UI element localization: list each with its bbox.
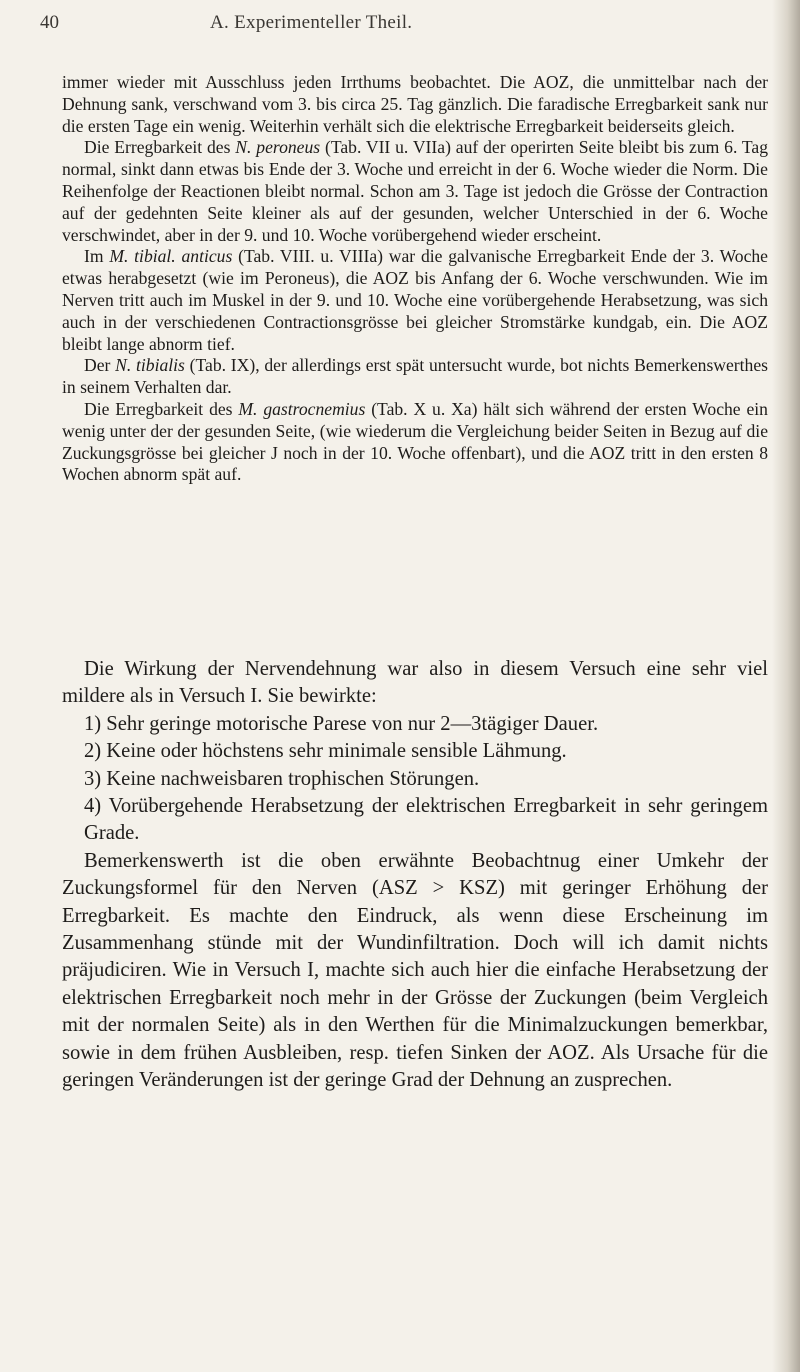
paragraph-continuation: immer wieder mit Ausschluss jeden Irrthums beobachtet. Die AOZ, die unmittelbar nach der Dehnung sank, verschwand vom 3. bis circa 25. Tag gänzlich. Die faradische Erregbarkeit sank nur die ersten Tage ein wenig. Weiterhin verhält sich die elektrische Erregbarkeit beiderseits gleich. xyxy=(62,72,768,136)
summary-item-3: 3) Keine nachweisbaren trophischen Störungen. xyxy=(84,767,480,790)
summary-item-4: 4) Vorübergehende Herabsetzung der elektrischen Erregbarkeit in sehr geringem Grade. xyxy=(84,795,768,845)
summary-item-1: 1) Sehr geringe motorische Parese von nur 2—3tägiger Dauer. xyxy=(84,712,599,735)
paragraph-tibial-anticus: Im M. tibial. anticus (Tab. VIII. u. VIIIa) war die galvanische Erregbarkeit Ende der 3. Woche etwas herabgesetzt (wie im Peroneus), die AOZ bis Anfang der 6. Woche verschwunden. Wie im Nerven tritt auch im Muskel in der 9. und 10. Woche eine vorübergehende Herabsetzung, was sich auch in der verschiedenen Contractionsgrösse bei gleicher Stromstärke kundgab, ein. Die AOZ bleibt lange abnorm tief. xyxy=(62,246,768,354)
summary-intro: Die Wirkung der Nervendehnung war also in diesem Versuch eine sehr viel mildere als in Versuch I. Sie bewirkte: xyxy=(62,658,768,708)
page-header xyxy=(40,12,740,40)
small-print-section xyxy=(62,72,768,486)
summary-item-2: 2) Keine oder höchstens sehr minimale sensible Lähmung. xyxy=(84,740,567,763)
term-m-tibial-anticus: M. tibial. anticus xyxy=(109,246,233,267)
term-n-tibialis: N. tibialis xyxy=(115,355,185,376)
paragraph-gastrocnemius: Die Erregbarkeit des M. gastrocnemius (Tab. X u. Xa) hält sich während der ersten Woche ein wenig unter der der gesunden Seite, (wie wiederum die Vergleichung beider Seiten in Bezug auf die Zuckungsgrösse bei gleicher J noch in der 10. Woche offenbart), und die AOZ tritt in den ersten 8 Wochen abnorm spät auf. xyxy=(62,398,768,485)
page-edge-shadow xyxy=(772,0,800,1372)
summary-closing: Bemerkenswerth ist die oben erwähnte Beobachtnug einer Umkehr der Zuckungsformel für den Nerven (ASZ > KSZ) mit geringer Erhöhung der Erregbarkeit. Es machte den Eindruck, als wenn diese Erscheinung im Zusammenhang stünde mit der Wundinfiltration. Doch will ich damit nichts präjudiciren. Wie in Versuch I, machte sich auch hier die einfache Herabsetzung der elektrischen Erregbarkeit noch mehr in der Grösse der Zuckungen (beim Vergleich mit der normalen Seite) als in den Werthen für die Minimalzuckungen bemerkbar, sowie in dem frühen Ausbleiben, resp. tiefen Sinken der AOZ. Als Ursache für die geringen Veränderungen ist der geringe Grad der Dehnung an zusprechen. xyxy=(62,849,768,1092)
term-n-peroneus: N. peroneus xyxy=(235,137,321,158)
summary-section xyxy=(62,656,768,1095)
page-number: 40 xyxy=(40,12,59,33)
running-title: A. Experimenteller Theil. xyxy=(210,12,413,33)
paragraph-peroneus: Die Erregbarkeit des N. peroneus (Tab. VII u. VIIa) auf der operirten Seite bleibt bis zum 6. Tag normal, sinkt dann etwas bis Ende der 3. Woche und erreicht in der 6. Woche wieder die Norm. Die Reihenfolge der Reactionen bleibt normal. Schon am 3. Tage ist jedoch die Grösse der Contraction auf der gedehnten Seite kleiner als auf der gesunden, welcher Unterschied in der 6. Woche verschwindet, aber in der 9. und 10. Woche vorübergehend wieder erscheint. xyxy=(62,137,768,245)
term-m-gastrocnemius: M. gastrocnemius xyxy=(238,398,366,419)
paragraph-tibialis: Der N. tibialis (Tab. IX), der allerdings erst spät untersucht wurde, bot nichts Bemerkenswerthes in seinem Verhalten dar. xyxy=(62,355,769,398)
